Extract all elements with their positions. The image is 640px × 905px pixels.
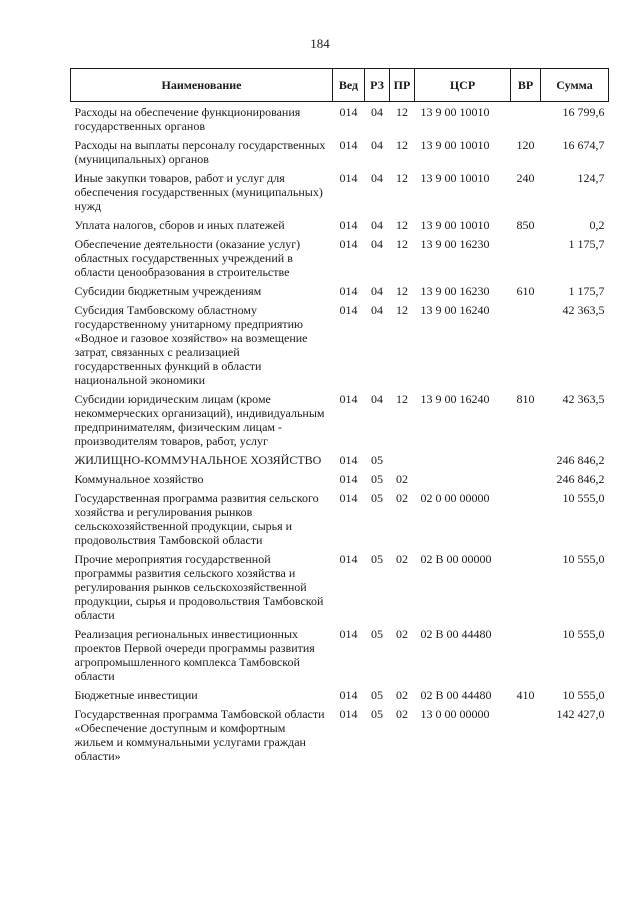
row-name: Уплата налогов, сборов и иных платежей [74, 218, 285, 232]
row-sum: 42 363,5 [562, 392, 605, 406]
table-row [71, 450, 609, 469]
row-vr [511, 234, 541, 281]
row-csr: 02 В 00 44480 [420, 627, 492, 641]
row-csr [415, 469, 511, 488]
row-csr: 13 9 00 16240 [420, 392, 490, 406]
row-csr: 13 9 00 10010 [420, 105, 490, 119]
row-sum: 124,7 [577, 171, 605, 185]
header-csr: ЦСР [415, 69, 511, 102]
row-csr: 13 9 00 10010 [420, 218, 490, 232]
row-vr [511, 300, 541, 389]
row-rz: 04 [371, 284, 383, 298]
row-name: Субсидии юридическим лицам (кроме некоммерческих организаций), индивидуальным предпринимателям, физическим лицам - производителям товаров, работ, услуг [74, 392, 325, 448]
row-pr: 12 [396, 218, 408, 232]
row-ved: 014 [339, 138, 358, 152]
row-csr: 13 0 00 00000 [420, 707, 490, 721]
table-row [71, 624, 609, 685]
row-ved: 014 [339, 472, 358, 486]
header-rz: РЗ [365, 69, 390, 102]
row-rz: 04 [371, 237, 383, 251]
table-row [71, 215, 609, 234]
row-csr: 13 9 00 16230 [420, 284, 490, 298]
row-vr [511, 102, 541, 136]
table-body [71, 102, 609, 766]
row-sum: 10 555,0 [562, 627, 605, 641]
table-row [71, 389, 609, 450]
table-row [71, 234, 609, 281]
row-name: Государственная программа развития сельского хозяйства и регулирования рынков сельскохозяйственной продукции, сырья и продовольствия Тамбовской области [74, 491, 319, 547]
row-vr: 810 [516, 392, 535, 406]
row-rz: 04 [371, 138, 383, 152]
row-name: ЖИЛИЩНО-КОММУНАЛЬНОЕ ХОЗЯЙСТВО [74, 453, 322, 467]
row-sum: 0,2 [589, 218, 605, 232]
row-ved: 014 [339, 105, 358, 119]
row-sum: 16 799,6 [562, 105, 605, 119]
header-sum: Сумма [541, 69, 609, 102]
header-pr: ПР [390, 69, 415, 102]
row-pr: 02 [396, 707, 408, 721]
row-sum: 1 175,7 [568, 237, 605, 251]
row-pr: 12 [396, 171, 408, 185]
row-pr: 02 [396, 552, 408, 566]
row-pr: 12 [396, 105, 408, 119]
row-ved: 014 [339, 237, 358, 251]
table-row [71, 469, 609, 488]
row-rz: 05 [371, 688, 383, 702]
row-pr: 12 [396, 138, 408, 152]
row-rz: 05 [371, 453, 383, 467]
row-name: Обеспечение деятельности (оказание услуг) областных государственных учреждений в области ценообразования в строительстве [74, 237, 301, 279]
row-csr: 02 0 00 00000 [420, 491, 490, 505]
row-ved: 014 [339, 707, 358, 721]
table-row [71, 168, 609, 215]
row-rz: 04 [371, 171, 383, 185]
row-ved: 014 [339, 171, 358, 185]
row-rz: 05 [371, 707, 383, 721]
header-vr: ВР [511, 69, 541, 102]
row-csr [415, 450, 511, 469]
row-ved: 014 [339, 392, 358, 406]
row-pr: 02 [396, 688, 408, 702]
row-vr: 850 [516, 218, 535, 232]
table-row [71, 102, 609, 136]
row-name: Расходы на выплаты персоналу государственных (муниципальных) органов [74, 138, 326, 166]
row-name: Иные закупки товаров, работ и услуг для обеспечения государственных (муниципальных) нужд [74, 171, 323, 213]
row-pr: 12 [396, 284, 408, 298]
row-vr [511, 469, 541, 488]
row-sum: 10 555,0 [562, 491, 605, 505]
row-ved: 014 [339, 284, 358, 298]
row-rz: 05 [371, 491, 383, 505]
row-sum: 10 555,0 [562, 688, 605, 702]
row-ved: 014 [339, 491, 358, 505]
table-row [71, 281, 609, 300]
row-csr: 13 9 00 10010 [420, 171, 490, 185]
row-ved: 014 [339, 688, 358, 702]
row-name: Прочие мероприятия государственной программы развития сельского хозяйства и регулирования рынков сельскохозяйственной продукции, сырья и продовольствия Тамбовской области [74, 552, 324, 622]
row-vr [511, 704, 541, 765]
row-rz: 05 [371, 552, 383, 566]
row-name: Государственная программа Тамбовской области «Обеспечение доступным и комфортным жильем и коммунальными услугами граждан области» [74, 707, 325, 763]
row-csr: 13 9 00 16240 [420, 303, 490, 317]
header-ved: Вед [333, 69, 365, 102]
row-vr: 120 [516, 138, 535, 152]
row-name: Бюджетные инвестиции [74, 688, 198, 702]
row-ved: 014 [339, 218, 358, 232]
row-csr: 02 В 00 44480 [420, 688, 492, 702]
table-header [71, 69, 609, 102]
row-sum: 16 674,7 [562, 138, 605, 152]
row-pr: 02 [396, 472, 408, 486]
row-name: Реализация региональных инвестиционных проектов Первой очереди программы развития агропромышленного комплекса Тамбовской области [74, 627, 315, 683]
row-rz: 05 [371, 472, 383, 486]
row-rz: 05 [371, 627, 383, 641]
table-row [71, 704, 609, 765]
row-rz: 04 [371, 105, 383, 119]
row-vr [511, 549, 541, 624]
row-ved: 014 [339, 453, 358, 467]
row-rz: 04 [371, 392, 383, 406]
row-ved: 014 [339, 627, 358, 641]
row-vr: 410 [516, 688, 535, 702]
row-csr: 02 В 00 00000 [420, 552, 492, 566]
row-vr: 240 [516, 171, 535, 185]
row-sum: 246 846,2 [556, 472, 605, 486]
budget-table [70, 68, 609, 765]
row-vr [511, 450, 541, 469]
row-vr [511, 624, 541, 685]
row-sum: 142 427,0 [556, 707, 605, 721]
table-row [71, 488, 609, 549]
row-sum: 10 555,0 [562, 552, 605, 566]
row-name: Расходы на обеспечение функционирования государственных органов [74, 105, 301, 133]
row-sum: 1 175,7 [568, 284, 605, 298]
row-pr: 02 [396, 627, 408, 641]
row-vr [511, 488, 541, 549]
row-pr [390, 450, 415, 469]
row-pr: 12 [396, 303, 408, 317]
row-ved: 014 [339, 303, 358, 317]
row-sum: 246 846,2 [556, 453, 605, 467]
row-name: Коммунальное хозяйство [74, 472, 204, 486]
table-row [71, 300, 609, 389]
header-name: Наименование [71, 69, 333, 102]
row-name: Субсидии бюджетным учреждениям [74, 284, 262, 298]
row-rz: 04 [371, 303, 383, 317]
row-name: Субсидия Тамбовскому областному государственному унитарному предприятию «Водное и газовое хозяйство» на возмещение затрат, связанных с реализацией государственных функций в области национальной экономики [74, 303, 308, 387]
table-row [71, 549, 609, 624]
page-number: 184 [310, 36, 330, 51]
row-csr: 13 9 00 16230 [420, 237, 490, 251]
row-sum: 42 363,5 [562, 303, 605, 317]
row-ved: 014 [339, 552, 358, 566]
row-rz: 04 [371, 218, 383, 232]
row-pr: 12 [396, 392, 408, 406]
row-csr: 13 9 00 10010 [420, 138, 490, 152]
row-vr: 610 [516, 284, 535, 298]
table-row [71, 135, 609, 168]
row-pr: 02 [396, 491, 408, 505]
row-pr: 12 [396, 237, 408, 251]
table-row [71, 685, 609, 704]
